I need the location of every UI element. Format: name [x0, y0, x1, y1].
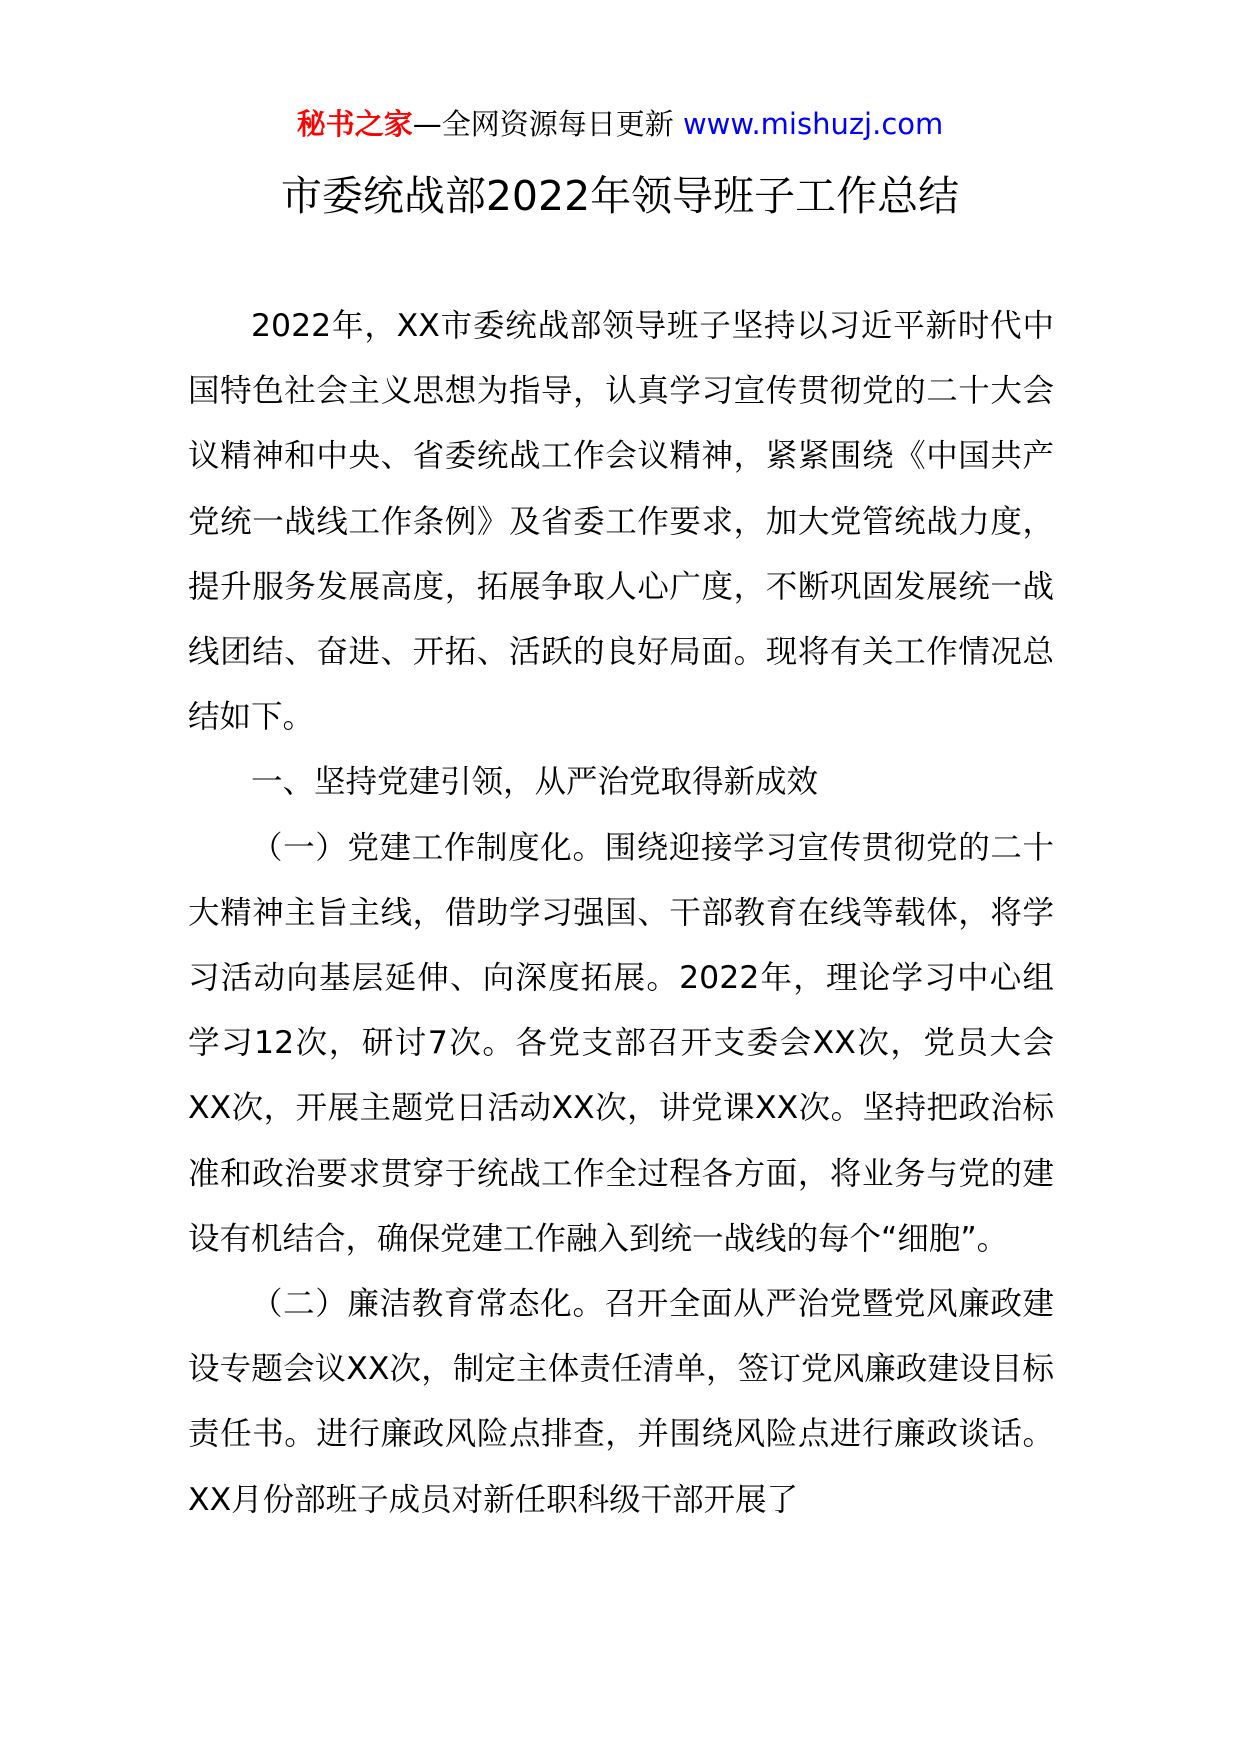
- document-title: 市委统战部2022年领导班子工作总结: [280, 172, 960, 220]
- header-site-link[interactable]: www.mishuzj.com: [682, 107, 944, 141]
- body-paragraph: （二）廉洁教育常态化。召开全面从严治党暨党风廉政建设专题会议XX次，制定主体责任清单，签订党风廉政建设目标责任书。进行廉政风险点排查，并围绕风险点进行廉政谈话。XX月份部班子成员对新任职科级干部开展了: [188, 1286, 1054, 1518]
- header-slogan: —全网资源每日更新: [412, 107, 683, 141]
- header-brand: 秘书之家: [296, 107, 413, 141]
- page-header: [0, 104, 1240, 144]
- section-heading: 一、坚持党建引领，从严治党取得新成效: [251, 764, 819, 801]
- body-paragraph: （一）党建工作制度化。围绕迎接学习宣传贯彻党的二十大精神主旨主线，借助学习强国、干部教育在线等载体，将学习活动向基层延伸、向深度拓展。2022年，理论学习中心组学习12次，研讨7次。各党支部召开支委会XX次，党员大会XX次，开展主题党日活动XX次，讲党课XX次。坚持把政治标准和政治要求贯穿于统战工作全过程各方面，将业务与党的建设有机结合，确保党建工作融入到统一战线的每个“细胞”。: [188, 829, 1054, 1257]
- document-body: [188, 294, 1054, 1533]
- intro-paragraph: 2022年，XX市委统战部领导班子坚持以习近平新时代中国特色社会主义思想为指导，认真学习宣传贯彻党的二十大会议精神和中央、省委统战工作会议精神，紧紧围绕《中国共产党统一战线工作条例》及省委工作要求，加大党管统战力度，提升服务发展高度，拓展争取人心广度，不断巩固发展统一战线团结、奋进、开拓、活跃的良好局面。现将有关工作情况总结如下。: [188, 308, 1054, 736]
